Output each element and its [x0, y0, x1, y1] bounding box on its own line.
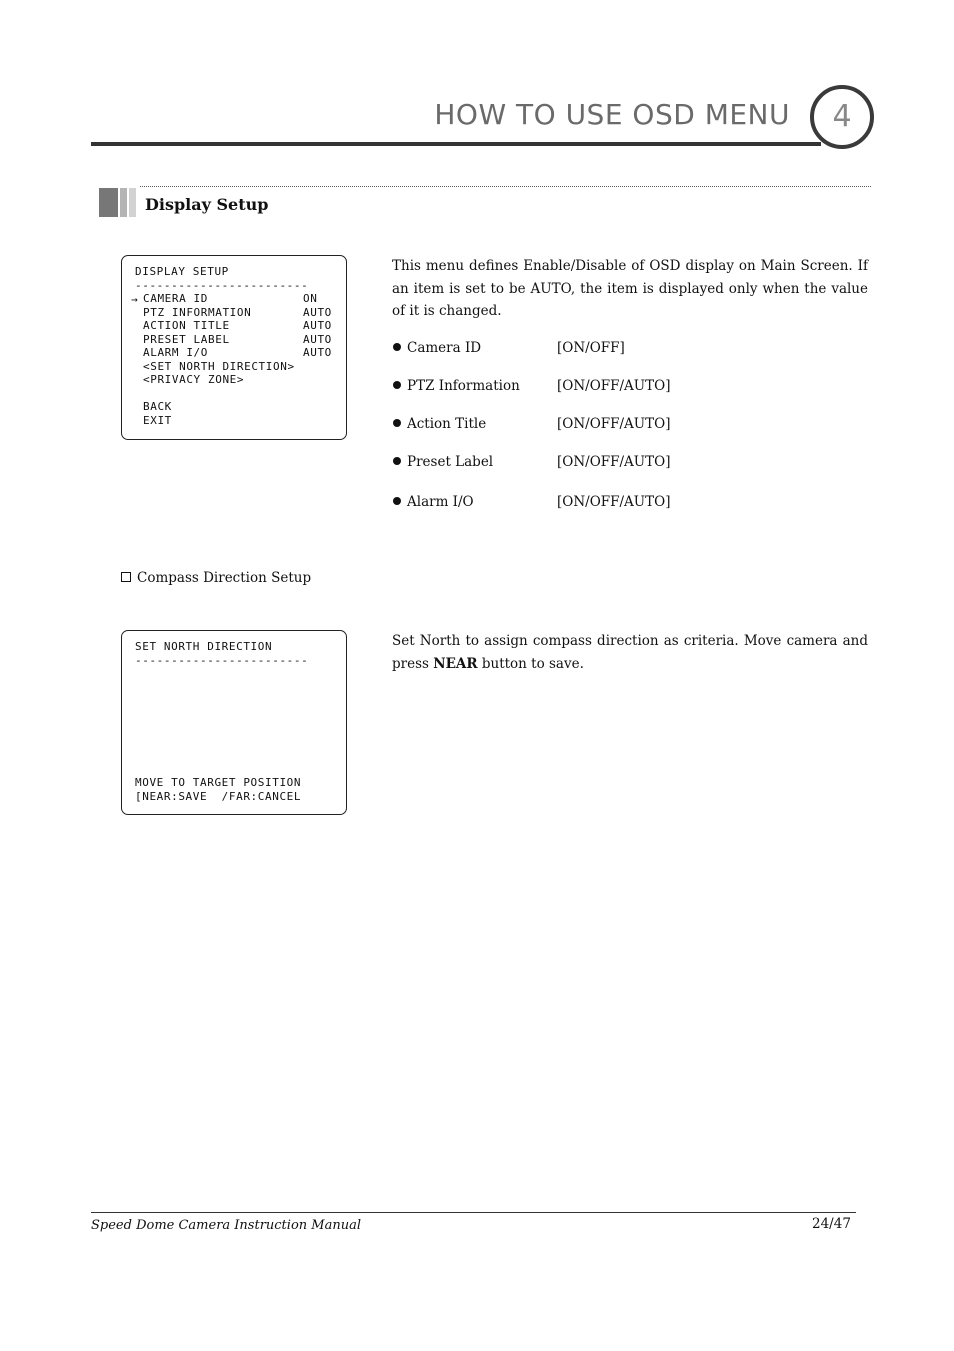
osd-item-label: ALARM I/O: [143, 346, 209, 359]
osd-instruction: MOVE TO TARGET POSITION: [135, 776, 302, 789]
bullet-icon: [393, 419, 401, 427]
osd-submenu-item: <PRIVACY ZONE>: [143, 373, 245, 386]
header-rule: [91, 142, 821, 146]
osd-item-label: PTZ INFORMATION: [143, 306, 252, 319]
checkbox-bullet-icon: [121, 572, 131, 582]
compass-heading-text: Compass Direction Setup: [137, 570, 312, 586]
osd-item-label: ACTION TITLE: [143, 319, 230, 332]
osd-item-label: CAMERA ID: [143, 292, 209, 305]
option-item: [393, 454, 493, 470]
option-item: [393, 340, 481, 356]
osd-item-value: ON: [303, 292, 318, 305]
near-button-label: NEAR: [433, 655, 478, 672]
section-marker-icon: [99, 188, 118, 217]
compass-desc-text: button to save.: [477, 655, 584, 672]
compass-subheading: [121, 570, 311, 586]
section-dotted-rule: [140, 186, 871, 187]
section-marker-bar: [120, 188, 127, 217]
option-name: Camera ID: [407, 340, 482, 356]
osd-item-value: AUTO: [303, 306, 332, 319]
selection-arrow-icon: →: [131, 293, 139, 306]
osd-title: DISPLAY SETUP: [135, 265, 229, 278]
option-name: Preset Label: [407, 454, 494, 470]
option-values: [ON/OFF/AUTO]: [557, 378, 671, 394]
display-setup-description: This menu defines Enable/Disable of OSD display on Main Screen. If an item is set to be AUTO, the item is displayed only when the value of it is changed.: [392, 258, 868, 319]
osd-display-setup-screen: [121, 255, 347, 440]
osd-exit: EXIT: [143, 414, 172, 427]
footer-manual-title: Speed Dome Camera Instruction Manual: [91, 1218, 361, 1233]
compass-description: [392, 630, 868, 675]
option-name: Alarm I/O: [407, 494, 474, 510]
option-item: [393, 416, 486, 432]
section-marker-bar: [129, 188, 136, 217]
bullet-icon: [393, 343, 401, 351]
option-values: [ON/OFF/AUTO]: [557, 416, 671, 432]
bullet-icon: [393, 497, 401, 505]
osd-title: SET NORTH DIRECTION: [135, 640, 273, 653]
chapter-title: HOW TO USE OSD MENU: [434, 98, 790, 131]
option-values: [ON/OFF]: [557, 340, 625, 356]
chapter-number-badge: 4: [810, 85, 874, 149]
osd-set-north-screen: [121, 630, 347, 815]
osd-submenu-item: <SET NORTH DIRECTION>: [143, 360, 295, 373]
option-values: [ON/OFF/AUTO]: [557, 494, 671, 510]
option-name: PTZ Information: [407, 378, 520, 394]
osd-separator: ------------------------: [135, 654, 309, 667]
osd-separator: ------------------------: [135, 279, 309, 292]
osd-item-value: AUTO: [303, 319, 332, 332]
osd-item-value: AUTO: [303, 333, 332, 346]
page-number: 24/47: [812, 1216, 851, 1232]
osd-instruction: [NEAR:SAVE /FAR:CANCEL: [135, 790, 302, 803]
section-title: Display Setup: [145, 195, 269, 214]
bullet-icon: [393, 381, 401, 389]
option-item: [393, 378, 520, 394]
option-values: [ON/OFF/AUTO]: [557, 454, 671, 470]
bullet-icon: [393, 457, 401, 465]
option-item: [393, 494, 474, 510]
option-name: Action Title: [407, 416, 487, 432]
osd-item-value: AUTO: [303, 346, 332, 359]
osd-item-label: PRESET LABEL: [143, 333, 230, 346]
osd-back: BACK: [143, 400, 172, 413]
footer-rule: [91, 1212, 856, 1213]
compass-desc-text: Set North to assign compass direction as criteria. Move camera and press: [392, 633, 868, 672]
